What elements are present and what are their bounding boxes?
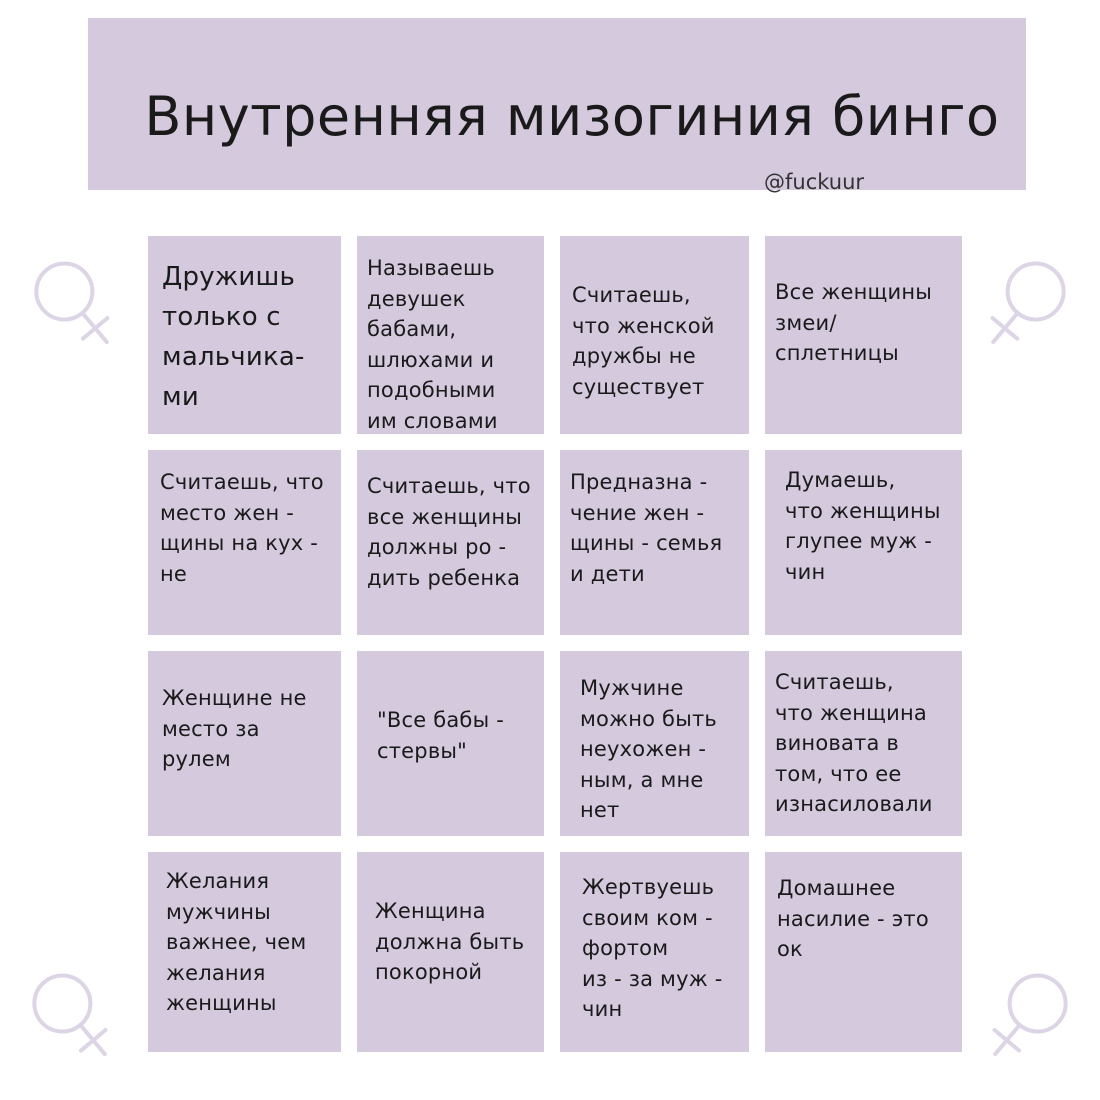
bingo-cell (560, 450, 749, 635)
venus-icon (976, 238, 1076, 358)
bingo-cell (560, 651, 749, 836)
author-handle: @fuckuur (764, 170, 865, 194)
venus-icon (978, 950, 1078, 1070)
cell-text: Считаешь, что женщина виновата в том, что ее изнасиловали (775, 670, 933, 816)
bingo-cell (560, 852, 749, 1052)
bingo-cell (560, 236, 749, 434)
bingo-cell (357, 852, 544, 1052)
cell-text: Домашнее насилие - это ок (777, 876, 929, 961)
bingo-cell (765, 651, 962, 836)
bingo-cell (357, 651, 544, 836)
title-banner (88, 18, 1026, 194)
page-title: Внутренняя мизогиния бинго (144, 85, 1000, 148)
cell-text: Все женщины змеи/ сплетницы (775, 280, 933, 365)
bingo-cell (765, 236, 962, 434)
bingo-cell (765, 852, 962, 1052)
cell-text: Считаешь, что женской дружбы не существует (572, 283, 715, 399)
cell-text: Желания мужчины важнее, чем желания женщины (166, 869, 307, 1015)
cell-text: Дружишь только с мальчика- ми (162, 262, 305, 412)
bingo-cell (357, 450, 544, 635)
cell-text: "Все бабы - стервы" (377, 708, 505, 763)
bingo-cell (148, 450, 341, 635)
bingo-cell (357, 236, 544, 434)
cell-text: Считаешь, что все женщины должны ро - дить ребенка (367, 474, 531, 590)
bingo-grid (148, 236, 962, 1054)
bingo-cell (148, 852, 341, 1052)
cell-text: Думаешь, что женщины глупее муж - чин (785, 468, 941, 584)
cell-text: Мужчине можно быть неухожен - ным, а мне нет (580, 676, 718, 822)
bingo-cell (148, 236, 341, 434)
cell-text: Женщине не место за рулем (162, 686, 307, 771)
bingo-cell (148, 651, 341, 836)
cell-text: Жертвуешь своим ком - фортом из - за муж - чин (582, 875, 723, 1021)
cell-text: Предназна - чение жен - щины - семья и дети (570, 470, 723, 586)
cell-text: Называешь девушек бабами, шлюхами и подобными им словами (367, 256, 498, 433)
bingo-cell (765, 450, 962, 635)
cell-text: Считаешь, что место жен - щины на кух - не (160, 470, 324, 586)
venus-icon (22, 950, 122, 1070)
cell-text: Женщина должна быть покорной (375, 899, 525, 984)
venus-icon (24, 238, 124, 358)
